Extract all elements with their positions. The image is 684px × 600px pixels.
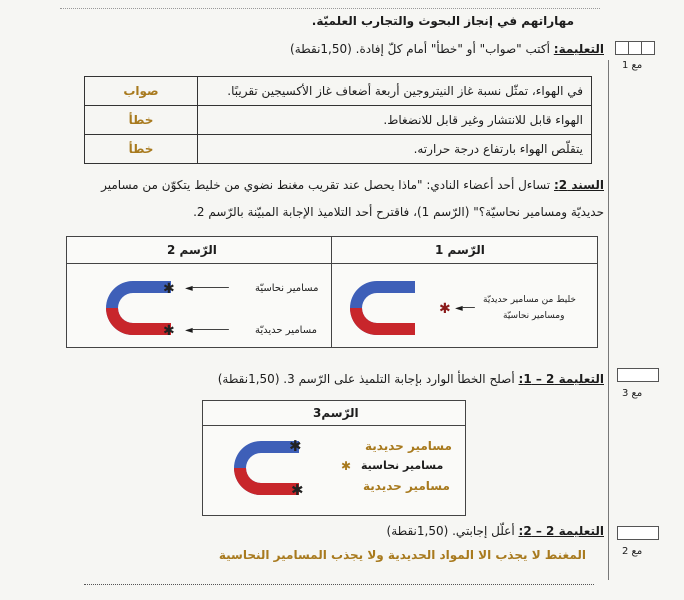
instruction-1-text: أكتب "صواب" أو "خطأ" أمام كلّ إفادة. (1,50نقطة) [290,42,550,56]
answer-text[interactable]: المغنط لا يجذب الا المواد الحديدية ولا يجذب المسامير النحاسية [218,548,586,562]
instruction-2-1 [218,372,604,386]
nail-cluster-icon: ✱ [289,437,302,455]
drawings-box [66,236,598,348]
arrow-icon: ◄────── [185,325,229,336]
table-row [85,77,592,106]
drawing-3-label-top: مسامير حديدية [365,439,452,453]
drawing-3-label-mid: مسامير نحاسية [361,459,444,472]
statement-answer[interactable]: خطأ [85,135,198,164]
drawing-1-magnet [345,277,415,339]
answer-dotted-line [84,584,594,585]
score-label-3: مع 3 [622,388,643,399]
intro-text: مهاراتهم في إنجاز البحوث والتجارب العلميّة. [311,14,574,28]
drawing-3-label-bottom: مسامير حديدية [363,479,450,493]
drawing-2-label-top: مسامير نحاسيّة [255,283,319,294]
nail-mixture-icon: ✱ [439,301,451,317]
instruction-2-1-text: أصلح الخطأ الوارد بإجابة التلميذ على الرّسم 3. (1,50نقطة) [217,372,515,386]
table-row [85,106,592,135]
statement-answer[interactable]: خطأ [85,106,198,135]
score-box-3 [617,368,659,382]
score-label-1: مع 1 [622,60,643,71]
margin-line [608,60,609,580]
drawing-3-box [202,400,466,516]
statement-text: في الهواء، تمثّل نسبة غاز النيتروجين أربعة أضعاف غاز الأكسيجين تقريبًا. [198,77,592,106]
drawing-1-title: الرّسم 1 [435,243,485,257]
statement-text: الهواء قابل للانتشار وغير قابل للانضغاط. [198,106,592,135]
arrow-icon: ◄── [455,303,475,314]
sanad-2-text: تساءل أحد أعضاء النادي: "ماذا يحصل عند تقريب مغنط نضوي من خليط يتكوّن من مسامير [101,178,551,192]
drawing-3-title: الرّسم3 [313,406,359,420]
score-boxes-1 [615,41,655,55]
statement-answer[interactable]: صواب [85,77,198,106]
drawing-2-magnet [101,277,171,339]
nail-cluster-icon: ✱ [163,323,175,339]
nail-cluster-icon: ✱ [163,281,175,297]
instruction-2-1-label: التعليمة 2 – 1: [518,372,604,386]
instruction-2-2 [387,524,604,538]
sanad-2-line1 [101,178,604,192]
drawing-2-title: الرّسم 2 [167,243,217,257]
instruction-2-2-label: التعليمة 2 – 2: [518,524,604,538]
arrow-icon: ◄────── [185,283,229,294]
copper-nail-icon: ✱ [341,459,352,473]
statements-table [84,76,592,164]
top-cut-line [60,0,600,9]
drawing-1-label-1: خليط من مسامير حديديّة [483,295,576,305]
instruction-1 [290,42,604,56]
drawing-2-label-bottom: مسامير حديديّة [255,325,318,336]
sanad-2-label: السند 2: [553,178,604,192]
sanad-2-line2: حديديّة ومسامير نحاسيّة؟" (الرّسم 1)، فاقترح أحد التلاميذ الإجابة المبيّنة بالرّسم 2. [193,205,604,219]
table-row [85,135,592,164]
nail-cluster-icon: ✱ [291,481,304,499]
score-label-2: مع 2 [622,546,643,557]
instruction-2-2-text: أعلّل إجابتي. (1,50نقطة) [386,524,515,538]
instruction-1-label: التعليمة: [553,42,604,56]
drawing-1-label-2: ومسامير نحاسيّة [503,311,565,321]
score-box-2 [617,526,659,540]
answer-line [84,548,594,562]
statement-text: يتقلّص الهواء بارتفاع درجة حرارته. [198,135,592,164]
